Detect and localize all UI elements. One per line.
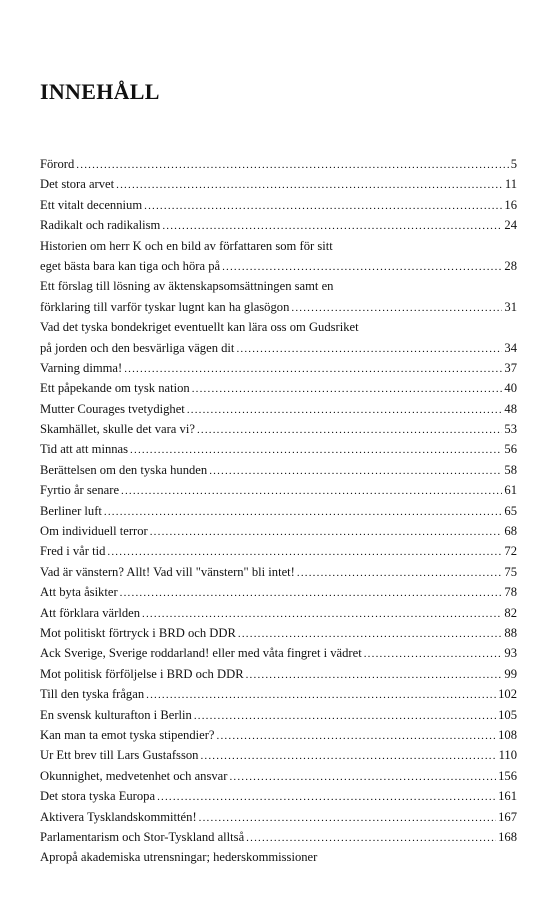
- toc-entry-title: förklaring till varför tyskar lugnt kan ha glasögon: [40, 299, 290, 314]
- toc-entry-page-number: 40: [504, 381, 517, 396]
- dot-leader: [187, 400, 503, 420]
- toc-entry: [40, 562, 517, 582]
- toc-entry-page-number: 82: [504, 605, 517, 620]
- dot-leader: [192, 379, 503, 399]
- toc-entry-page-number: 99: [504, 666, 517, 681]
- toc-entry-page-number: 53: [504, 422, 517, 437]
- dot-leader: [144, 196, 502, 216]
- table-of-contents: [40, 154, 517, 868]
- toc-entry: [40, 419, 517, 439]
- dot-leader: [364, 644, 503, 664]
- dot-leader: [104, 502, 503, 522]
- toc-entry-title: Att byta åsikter: [40, 585, 118, 600]
- toc-entry: [40, 174, 517, 194]
- page-title: INNEHÅLL: [40, 78, 160, 104]
- toc-entry-title: Aktivera Tysklandskommittén!: [40, 809, 197, 824]
- toc-entry-title: Till den tyska frågan: [40, 687, 145, 702]
- dot-leader: [236, 339, 502, 359]
- dot-leader: [246, 665, 503, 685]
- toc-entry-page-number: 48: [504, 401, 517, 416]
- toc-entry: [40, 154, 517, 174]
- toc-entry-page-number: 110: [498, 748, 517, 763]
- toc-entry-title: på jorden och den besvärliga vägen dit: [40, 340, 235, 355]
- toc-entry: [40, 195, 517, 215]
- toc-entry-title-line: Ett förslag till lösning av äktenskapsomsättningen samt en: [40, 279, 334, 294]
- dot-leader: [157, 787, 496, 807]
- toc-entry-page-number: 11: [504, 177, 517, 192]
- toc-entry-page-number: 102: [498, 687, 517, 702]
- toc-entry-title: Mot politisk förföljelse i BRD och DDR: [40, 666, 244, 681]
- toc-entry-title: Ett vitalt decennium: [40, 197, 143, 212]
- toc-entry-page-number: 16: [504, 197, 517, 212]
- toc-entry-title-line: Historien om herr K och en bild av författaren som för sitt: [40, 238, 333, 253]
- toc-entry-title: En svensk kulturafton i Berlin: [40, 707, 192, 722]
- dot-leader: [124, 359, 502, 379]
- toc-entry: [40, 827, 517, 847]
- toc-entry-title: Fred i vår tid: [40, 544, 106, 559]
- dot-leader: [146, 685, 496, 705]
- toc-entry-title: Okunnighet, medvetenhet och ansvar: [40, 768, 228, 783]
- toc-entry-title: Mot politiskt förtryck i BRD och DDR: [40, 625, 236, 640]
- toc-entry-page-number: 168: [498, 829, 517, 844]
- toc-entry: [40, 623, 517, 643]
- toc-entry-title: Förord: [40, 157, 75, 171]
- toc-entry-page-number: 56: [504, 442, 517, 457]
- toc-entry-page-number: 78: [504, 585, 517, 600]
- toc-entry: [40, 603, 517, 623]
- toc-entry-title-line: Apropå akademiska utrensningar; hederskommissioner: [40, 850, 318, 865]
- toc-entry-page-number: 58: [504, 462, 517, 477]
- toc-entry-page-number: 167: [498, 809, 517, 824]
- toc-entry: [40, 705, 517, 725]
- toc-entry-page-number: 156: [498, 768, 517, 783]
- toc-entry-page-number: 68: [504, 524, 517, 539]
- dot-leader: [197, 420, 502, 440]
- toc-entry: [40, 847, 517, 867]
- dot-leader: [291, 298, 502, 318]
- toc-entry: [40, 786, 517, 806]
- toc-entry-page-number: 65: [504, 503, 517, 518]
- dot-leader: [222, 257, 502, 277]
- toc-entry: [40, 664, 517, 684]
- toc-entry-title: Varning dimma!: [40, 360, 123, 375]
- toc-entry-title: Berliner luft: [40, 503, 102, 518]
- dot-leader: [130, 440, 502, 460]
- toc-entry-title: Mutter Courages tvetydighet: [40, 401, 185, 416]
- toc-entry-page-number: 105: [498, 707, 517, 722]
- dot-leader: [297, 563, 503, 583]
- dot-leader: [162, 216, 502, 236]
- toc-entry-page-number: 61: [504, 483, 517, 498]
- dot-leader: [238, 624, 503, 644]
- toc-entry-page-number: 28: [504, 258, 517, 273]
- toc-entry-page-number: 34: [504, 340, 517, 355]
- toc-entry: [40, 399, 517, 419]
- toc-entry: [40, 358, 517, 378]
- dot-leader: [209, 461, 502, 481]
- toc-entry-title: Radikalt och radikalism: [40, 218, 161, 233]
- toc-entry: [40, 236, 517, 277]
- toc-entry: [40, 378, 517, 398]
- toc-entry-page-number: 31: [504, 299, 517, 314]
- toc-entry: [40, 582, 517, 602]
- dot-leader: [246, 828, 496, 848]
- toc-entry-title: Det stora arvet: [40, 177, 115, 192]
- toc-entry-page-number: 5: [510, 157, 517, 171]
- dot-leader: [120, 583, 503, 603]
- toc-entry-title: Berättelsen om den tyska hunden: [40, 462, 208, 477]
- toc-entry-title: Ett påpekande om tysk nation: [40, 381, 190, 396]
- toc-entry: [40, 276, 517, 317]
- toc-entry-title: Om individuell terror: [40, 524, 148, 539]
- toc-entry: [40, 215, 517, 235]
- toc-entry-title: eget bästa bara kan tiga och höra på: [40, 258, 221, 273]
- toc-entry-title: Att förklara världen: [40, 605, 141, 620]
- toc-entry-page-number: 108: [498, 727, 517, 742]
- toc-entry-title: Kan man ta emot tyska stipendier?: [40, 727, 215, 742]
- toc-entry: [40, 725, 517, 745]
- toc-entry-page-number: 24: [504, 218, 517, 233]
- toc-entry: [40, 684, 517, 704]
- toc-entry: [40, 541, 517, 561]
- dot-leader: [150, 522, 503, 542]
- dot-leader: [200, 746, 496, 766]
- toc-entry-title: Ur Ett brev till Lars Gustafsson: [40, 748, 199, 763]
- toc-entry-page-number: 161: [498, 789, 517, 804]
- toc-entry: [40, 807, 517, 827]
- dot-leader: [194, 706, 496, 726]
- toc-entry-title: Vad är vänstern? Allt! Vad vill "vänstern" bli intet!: [40, 564, 295, 579]
- toc-entry-title: Parlamentarism och Stor-Tyskland alltså: [40, 829, 245, 844]
- toc-entry: [40, 439, 517, 459]
- dot-leader: [76, 155, 508, 175]
- toc-entry-title: Fyrtio år senare: [40, 483, 120, 498]
- dot-leader: [116, 175, 503, 195]
- toc-entry-page-number: 72: [504, 544, 517, 559]
- dot-leader: [199, 808, 496, 828]
- toc-entry-page-number: 37: [504, 360, 517, 375]
- toc-entry-page-number: 88: [504, 625, 517, 640]
- dot-leader: [121, 481, 502, 501]
- toc-entry-page-number: 75: [504, 564, 517, 579]
- toc-entry-title: Det stora tyska Europa: [40, 789, 156, 804]
- toc-entry: [40, 460, 517, 480]
- toc-entry-page-number: 93: [504, 646, 517, 661]
- dot-leader: [107, 542, 502, 562]
- toc-entry: [40, 766, 517, 786]
- toc-entry-title-line: Vad det tyska bondekriget eventuellt kan lära oss om Gudsriket: [40, 320, 359, 335]
- toc-entry: [40, 501, 517, 521]
- toc-entry-title: Ack Sverige, Sverige roddarland! eller med våta fingret i vädret: [40, 646, 362, 661]
- toc-entry: [40, 521, 517, 541]
- toc-entry: [40, 480, 517, 500]
- toc-entry-title: Skamhället, skulle det vara vi?: [40, 422, 195, 437]
- dot-leader: [229, 767, 496, 787]
- toc-entry: [40, 745, 517, 765]
- toc-entry: [40, 643, 517, 663]
- toc-entry: [40, 317, 517, 358]
- toc-entry-title: Tid att att minnas: [40, 442, 129, 457]
- dot-leader: [217, 726, 497, 746]
- dot-leader: [142, 604, 502, 624]
